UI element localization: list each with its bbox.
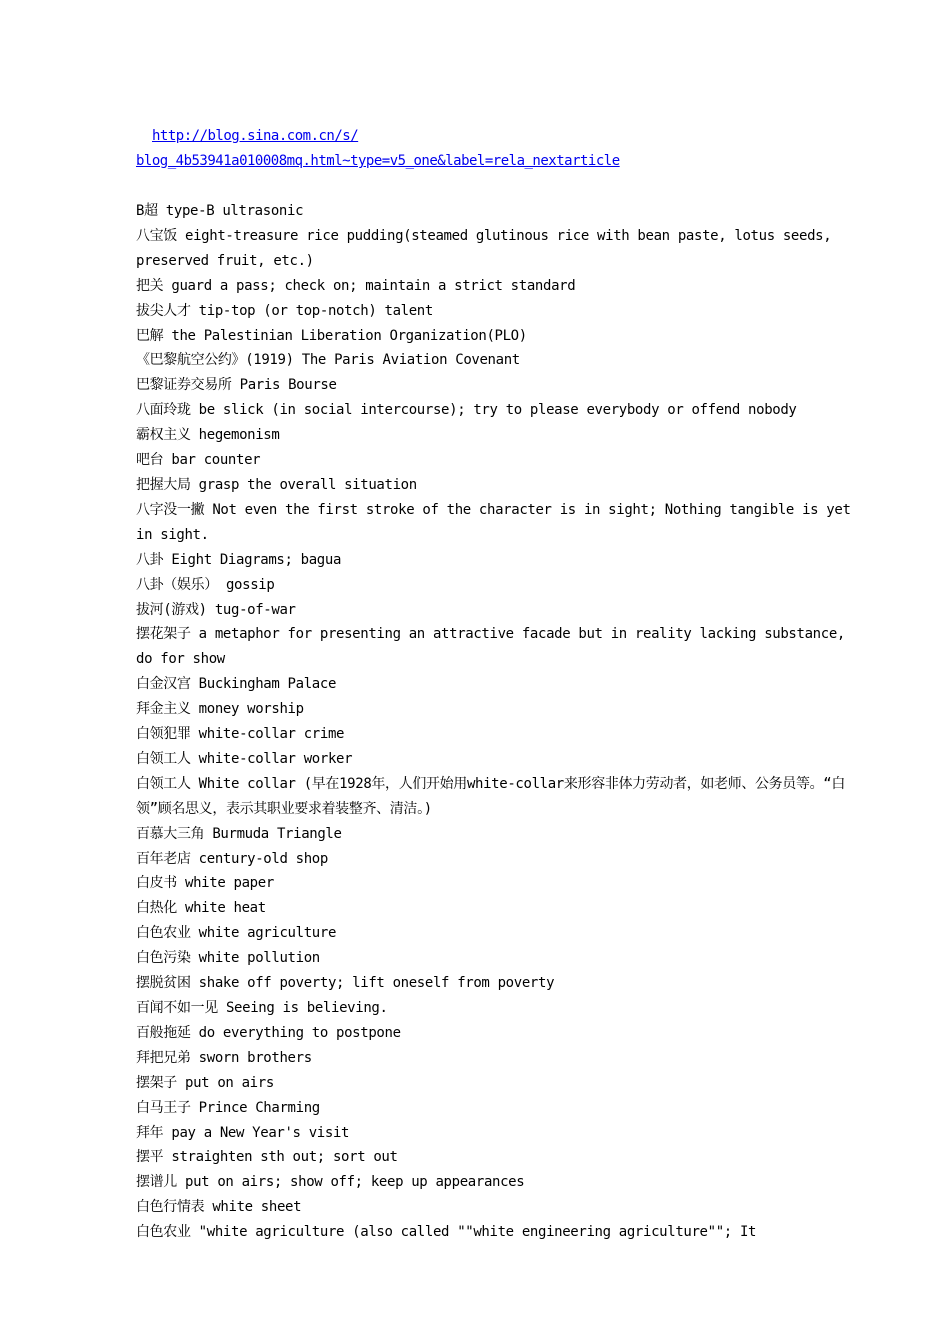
glossary-entry: 白色污染 white pollution [136,950,320,967]
glossary-entry: 白金汉宫 Buckingham Palace [136,676,337,693]
glossary-entry: 拜把兄弟 sworn brothers [136,1049,312,1066]
glossary-entry: 摆平 straighten sth out; sort out [136,1149,398,1166]
glossary-entry: 百年老店 century-old shop [136,850,328,867]
glossary-entry: 白皮书 white paper [136,875,274,892]
glossary-entry: 拜年 pay a New Year's visit [136,1124,350,1141]
glossary-entry: 拔尖人才 tip-top (or top-notch) talent [136,302,433,319]
glossary-entry: 摆花架子 a metaphor for presenting an attractive facade but in reality lacking substance, do for show [136,626,854,668]
glossary-entry: 八卦 Eight Diagrams; bagua [136,551,342,568]
glossary-entry: 摆架子 put on airs [136,1074,274,1091]
glossary-entry: 百慕大三角 Burmuda Triangle [136,825,342,842]
glossary-entry: 《巴黎航空公约》(1919) The Paris Aviation Covenant [136,352,520,369]
glossary-entry: 白领工人 White collar (早在1928年，人们开始用white-collar来形容非体力劳动者，如老师、公务员等。“白领”顾名思义，表示其职业要求着装整齐、清洁。) [136,775,845,817]
glossary-entry: 白色农业 white agriculture [136,925,337,942]
glossary-entry: 白马王子 Prince Charming [136,1099,320,1116]
glossary-entry: 巴解 the Palestinian Liberation Organization(PLO) [136,327,527,344]
glossary-entry: 霸权主义 hegemonism [136,427,280,444]
glossary-entry: 百般拖延 do everything to postpone [136,1024,401,1041]
source-link-block [136,124,856,174]
glossary-entry: 八面玲珑 be slick (in social intercourse); try to please everybody or offend nobody [136,402,797,419]
glossary-entry: 八宝饭 eight-treasure rice pudding(steamed glutinous rice with bean paste, lotus seeds, preserved fruit, etc.) [136,227,840,269]
glossary-entry: 百闻不如一见 Seeing is believing. [136,1000,388,1016]
glossary-entry: 白领犯罪 white-collar crime [136,726,345,743]
glossary-entry: 白热化 white heat [136,900,266,917]
glossary-entry: 巴黎证券交易所 Paris Bourse [136,377,337,394]
glossary-entry: 拜金主义 money worship [136,701,304,718]
glossary-entry: 把关 guard a pass; check on; maintain a strict standard [136,277,576,294]
glossary-entry: 八卦（娱乐） gossip [136,576,275,593]
source-link-line-2[interactable]: blog_4b53941a010008mq.html~type=v5_one&label=rela_nextarticle [136,153,620,169]
glossary-entry: B超 type-B ultrasonic [136,203,304,219]
source-link-line-1[interactable]: http://blog.sina.com.cn/s/ [152,128,359,144]
glossary-entry: 拔河(游戏) tug-of-war [136,601,296,618]
glossary-entry: 摆谱儿 put on airs; show off; keep up appearances [136,1174,525,1191]
glossary-entry: 吧台 bar counter [136,452,261,469]
glossary-list [136,199,859,1245]
glossary-entry: 把握大局 grasp the overall situation [136,476,417,493]
glossary-entry: 白色农业 "white agriculture (also called ""white engineering agriculture""; It [136,1224,757,1241]
glossary-entry: 摆脱贫困 shake off poverty; lift oneself from poverty [136,975,555,992]
glossary-entry: 八字没一撇 Not even the first stroke of the character is in sight; Nothing tangible is yet in sight. [136,501,859,543]
glossary-entry: 白色行情表 white sheet [136,1199,302,1216]
glossary-entry: 白领工人 white-collar worker [136,750,353,767]
